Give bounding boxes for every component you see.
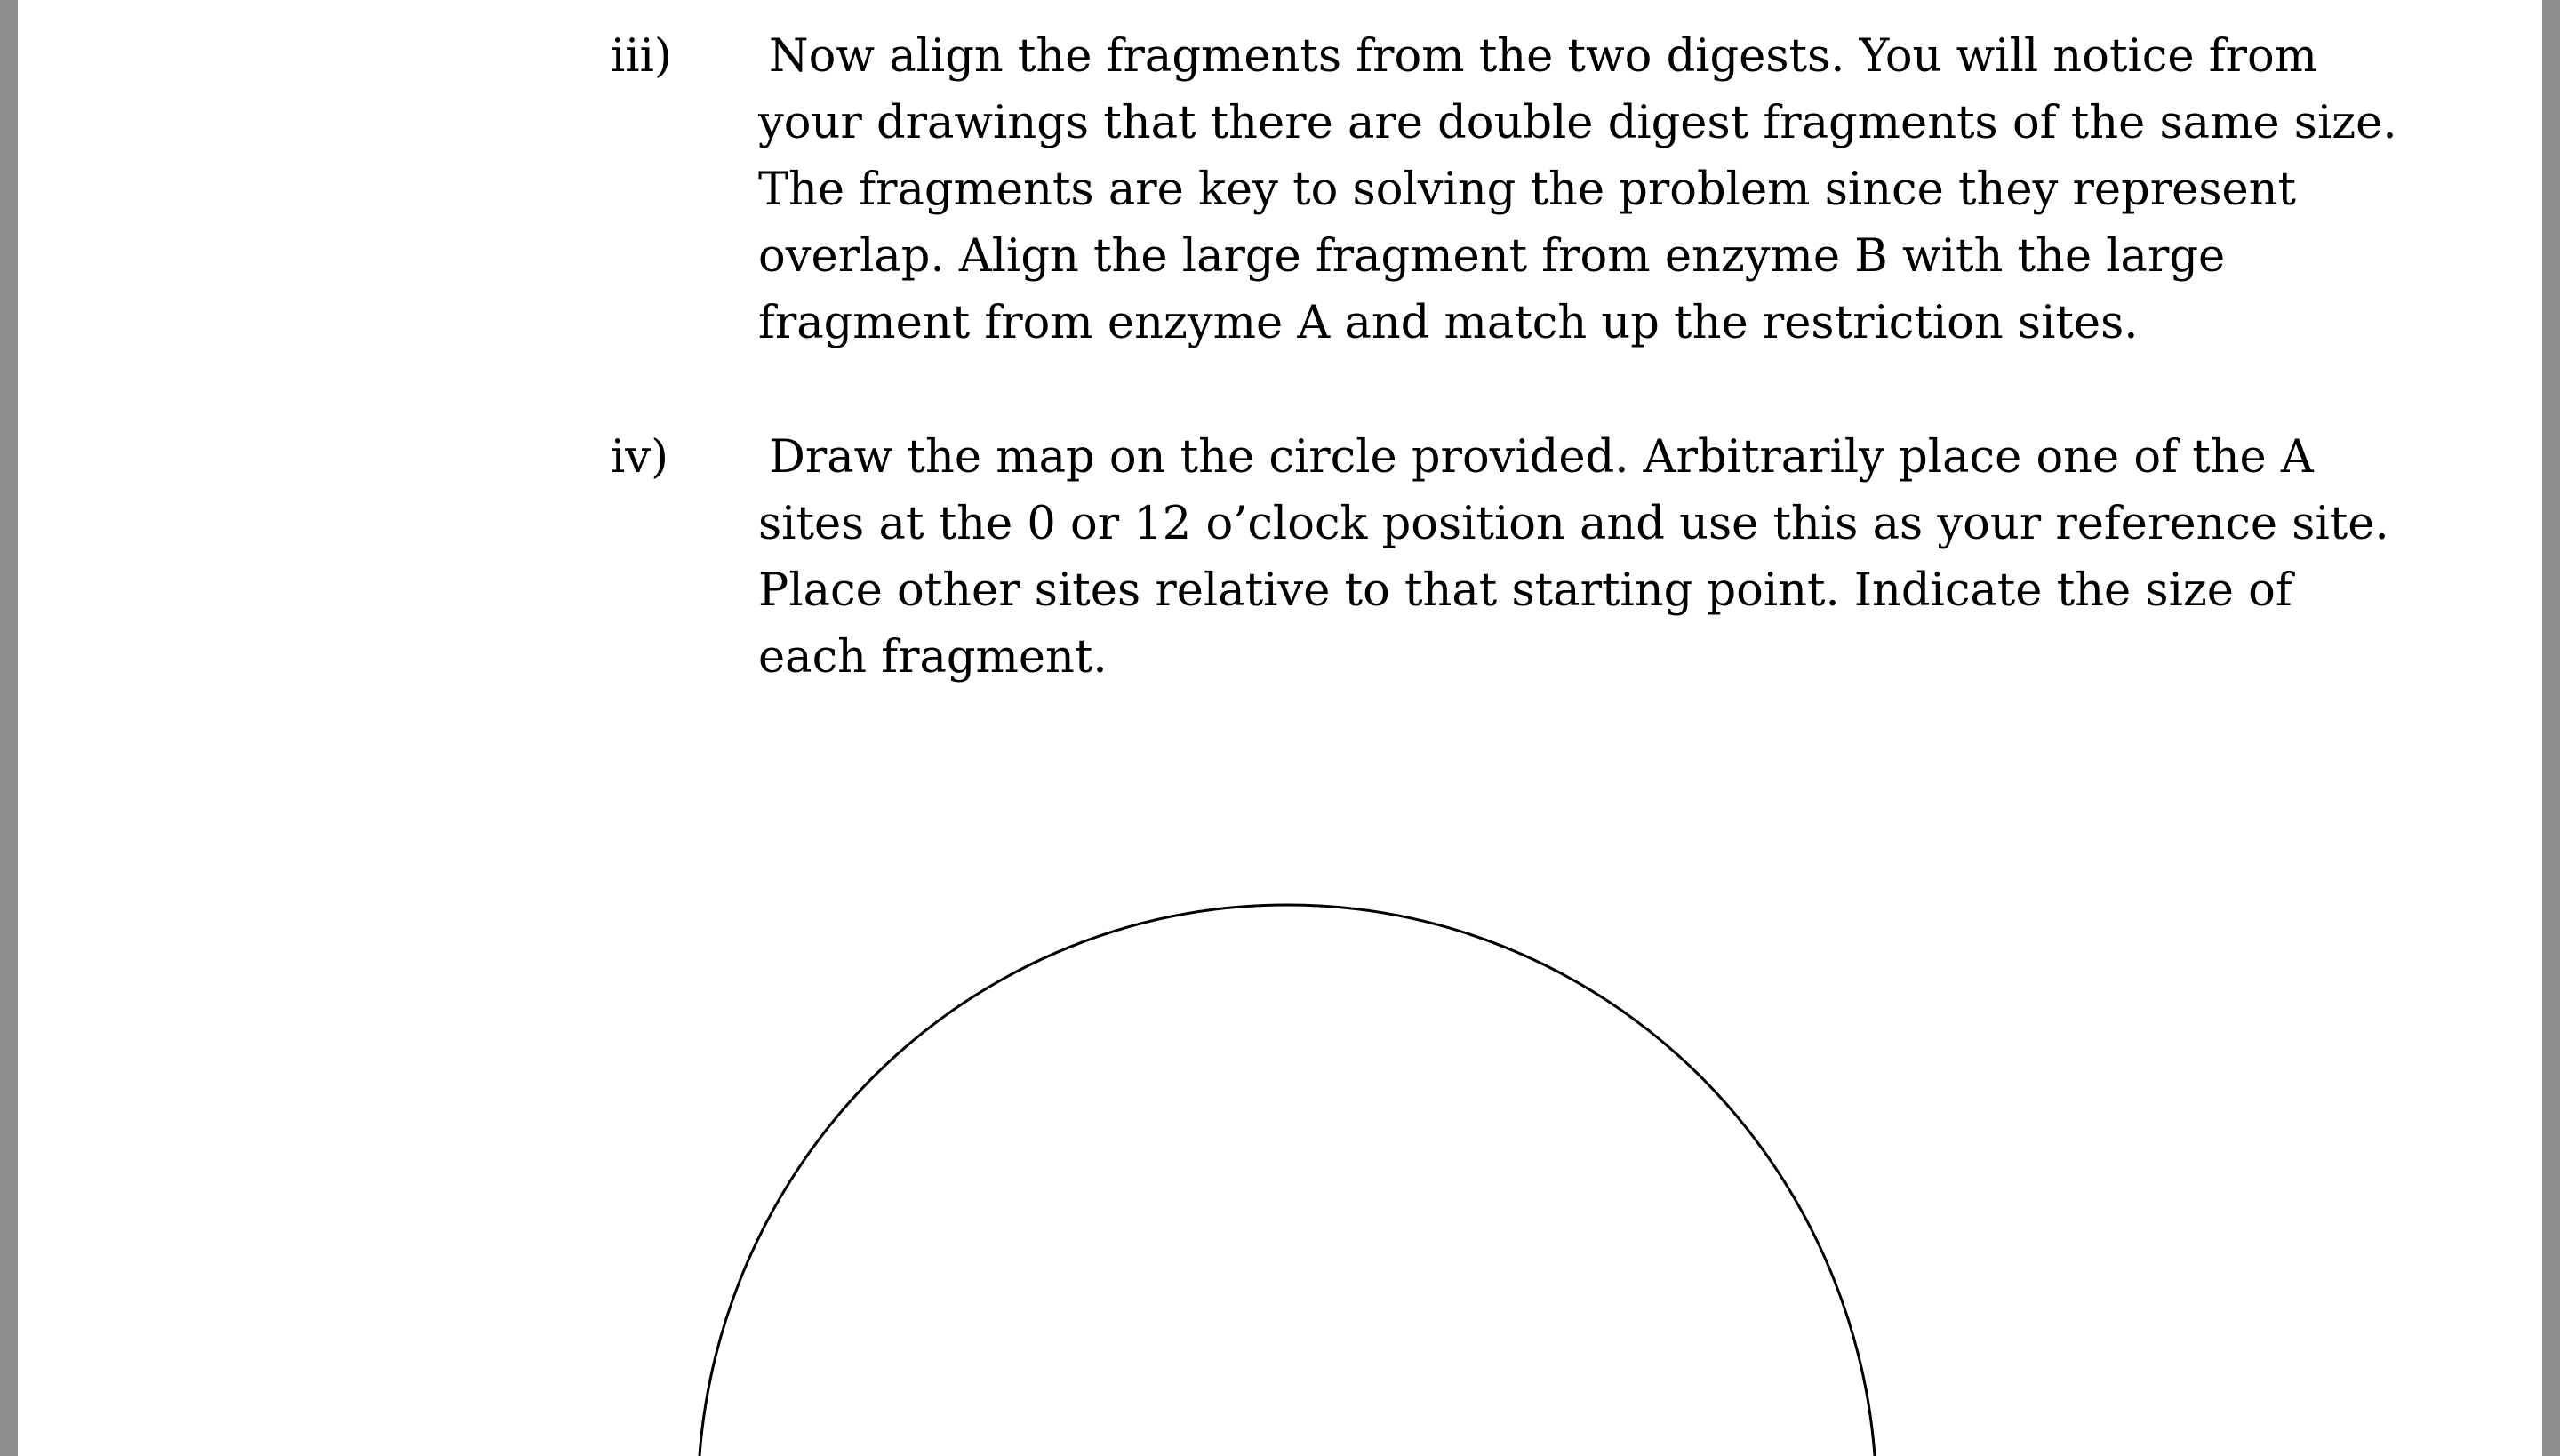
map-circle-outline (698, 905, 1876, 1456)
item-iv-line-1: Draw the map on the circle provided. Arbitrarily place one of the A (769, 431, 2314, 484)
document-page (18, 0, 2542, 1456)
item-label-iii: iii) (611, 30, 672, 83)
item-body-iii (758, 23, 2397, 356)
item-iii-line-5: fragment from enzyme A and match up the restriction sites. (758, 297, 2139, 349)
item-iii-line-1: Now align the fragments from the two digests. You will notice from (769, 30, 2318, 83)
item-body-iv (758, 424, 2389, 691)
item-label-iv: iv) (611, 431, 669, 484)
item-iv-line-2: sites at the 0 or 12 o’clock position and use this as your reference site. (758, 498, 2389, 550)
item-iv-line-3: Place other sites relative to that starting point. Indicate the size of (758, 564, 2292, 617)
viewer-gutter-left (0, 0, 18, 1456)
item-iii-line-2: your drawings that there are double digest fragments of the same size. (758, 97, 2397, 149)
item-iv-line-4: each fragment. (758, 631, 1108, 684)
item-iii-line-3: The fragments are key to solving the problem since they represent (758, 164, 2297, 216)
viewer-gutter-right (2542, 0, 2560, 1456)
item-iii-line-4: overlap. Align the large fragment from enzyme B with the large (758, 230, 2226, 283)
